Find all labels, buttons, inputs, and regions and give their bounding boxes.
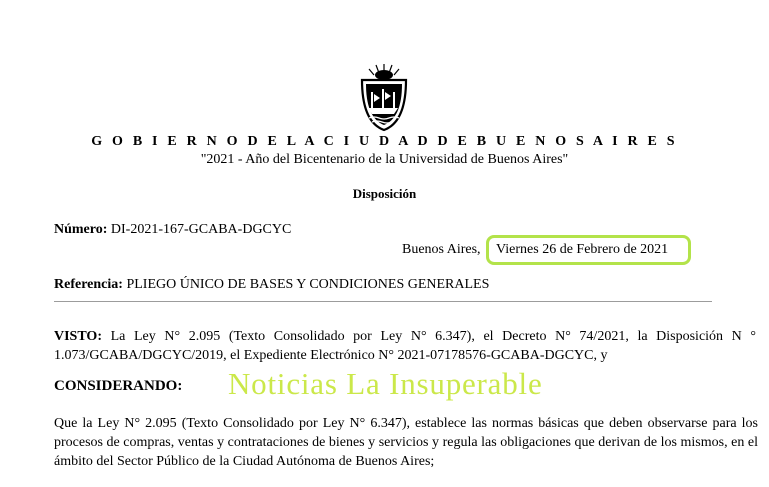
number-value: DI-2021-167-GCABA-DGCYC	[110, 222, 292, 237]
considerando-heading: CONSIDERANDO:	[54, 378, 183, 394]
considerando-paragraph: Que la Ley N° 2.095 (Texto Consolidado por Ley N° 6.347), establece las normas básicas que deben observarse para los procesos de compras, ventas y contrataciones de bienes y servicios y regula las obligaciones que derivan de los mismos, en el ámbito del Sector Público de la Ciudad Autónoma de Buenos Aires;	[54, 416, 758, 469]
visto-text: La Ley N° 2.095 (Texto Consolidado por Ley N° 6.347), el Decreto N° 74/2021, la Disposición N ° 1.073/GCABA/DGCYC/2019, el Expediente Electrónico N° 2021-07178576-GCABA-DGCYC, y	[54, 329, 756, 363]
number-label: Número:	[54, 222, 108, 237]
document-date: Viernes 26 de Febrero de 2021	[496, 242, 669, 257]
place-label: Buenos Aires,	[402, 242, 481, 257]
document-type-heading: Disposición	[352, 186, 417, 201]
visto-paragraph	[54, 327, 756, 365]
reference-value: PLIEGO ÚNICO DE BASES Y CONDICIONES GENERALES	[126, 277, 490, 292]
visto-label: VISTO:	[54, 329, 102, 344]
government-title: G O B I E R N O D E L A C I U D A D D E B U E N O S A I R E S	[91, 134, 678, 149]
city-seal-emblem	[356, 62, 412, 134]
reference-line	[54, 277, 489, 293]
year-motto: "2021 - Año del Bicentenario de la Universidad de Buenos Aires"	[200, 152, 569, 167]
document-number-line	[54, 222, 291, 238]
divider	[54, 301, 712, 302]
reference-label: Referencia:	[54, 277, 123, 292]
watermark-text: Noticias La Insuperable	[228, 366, 543, 401]
